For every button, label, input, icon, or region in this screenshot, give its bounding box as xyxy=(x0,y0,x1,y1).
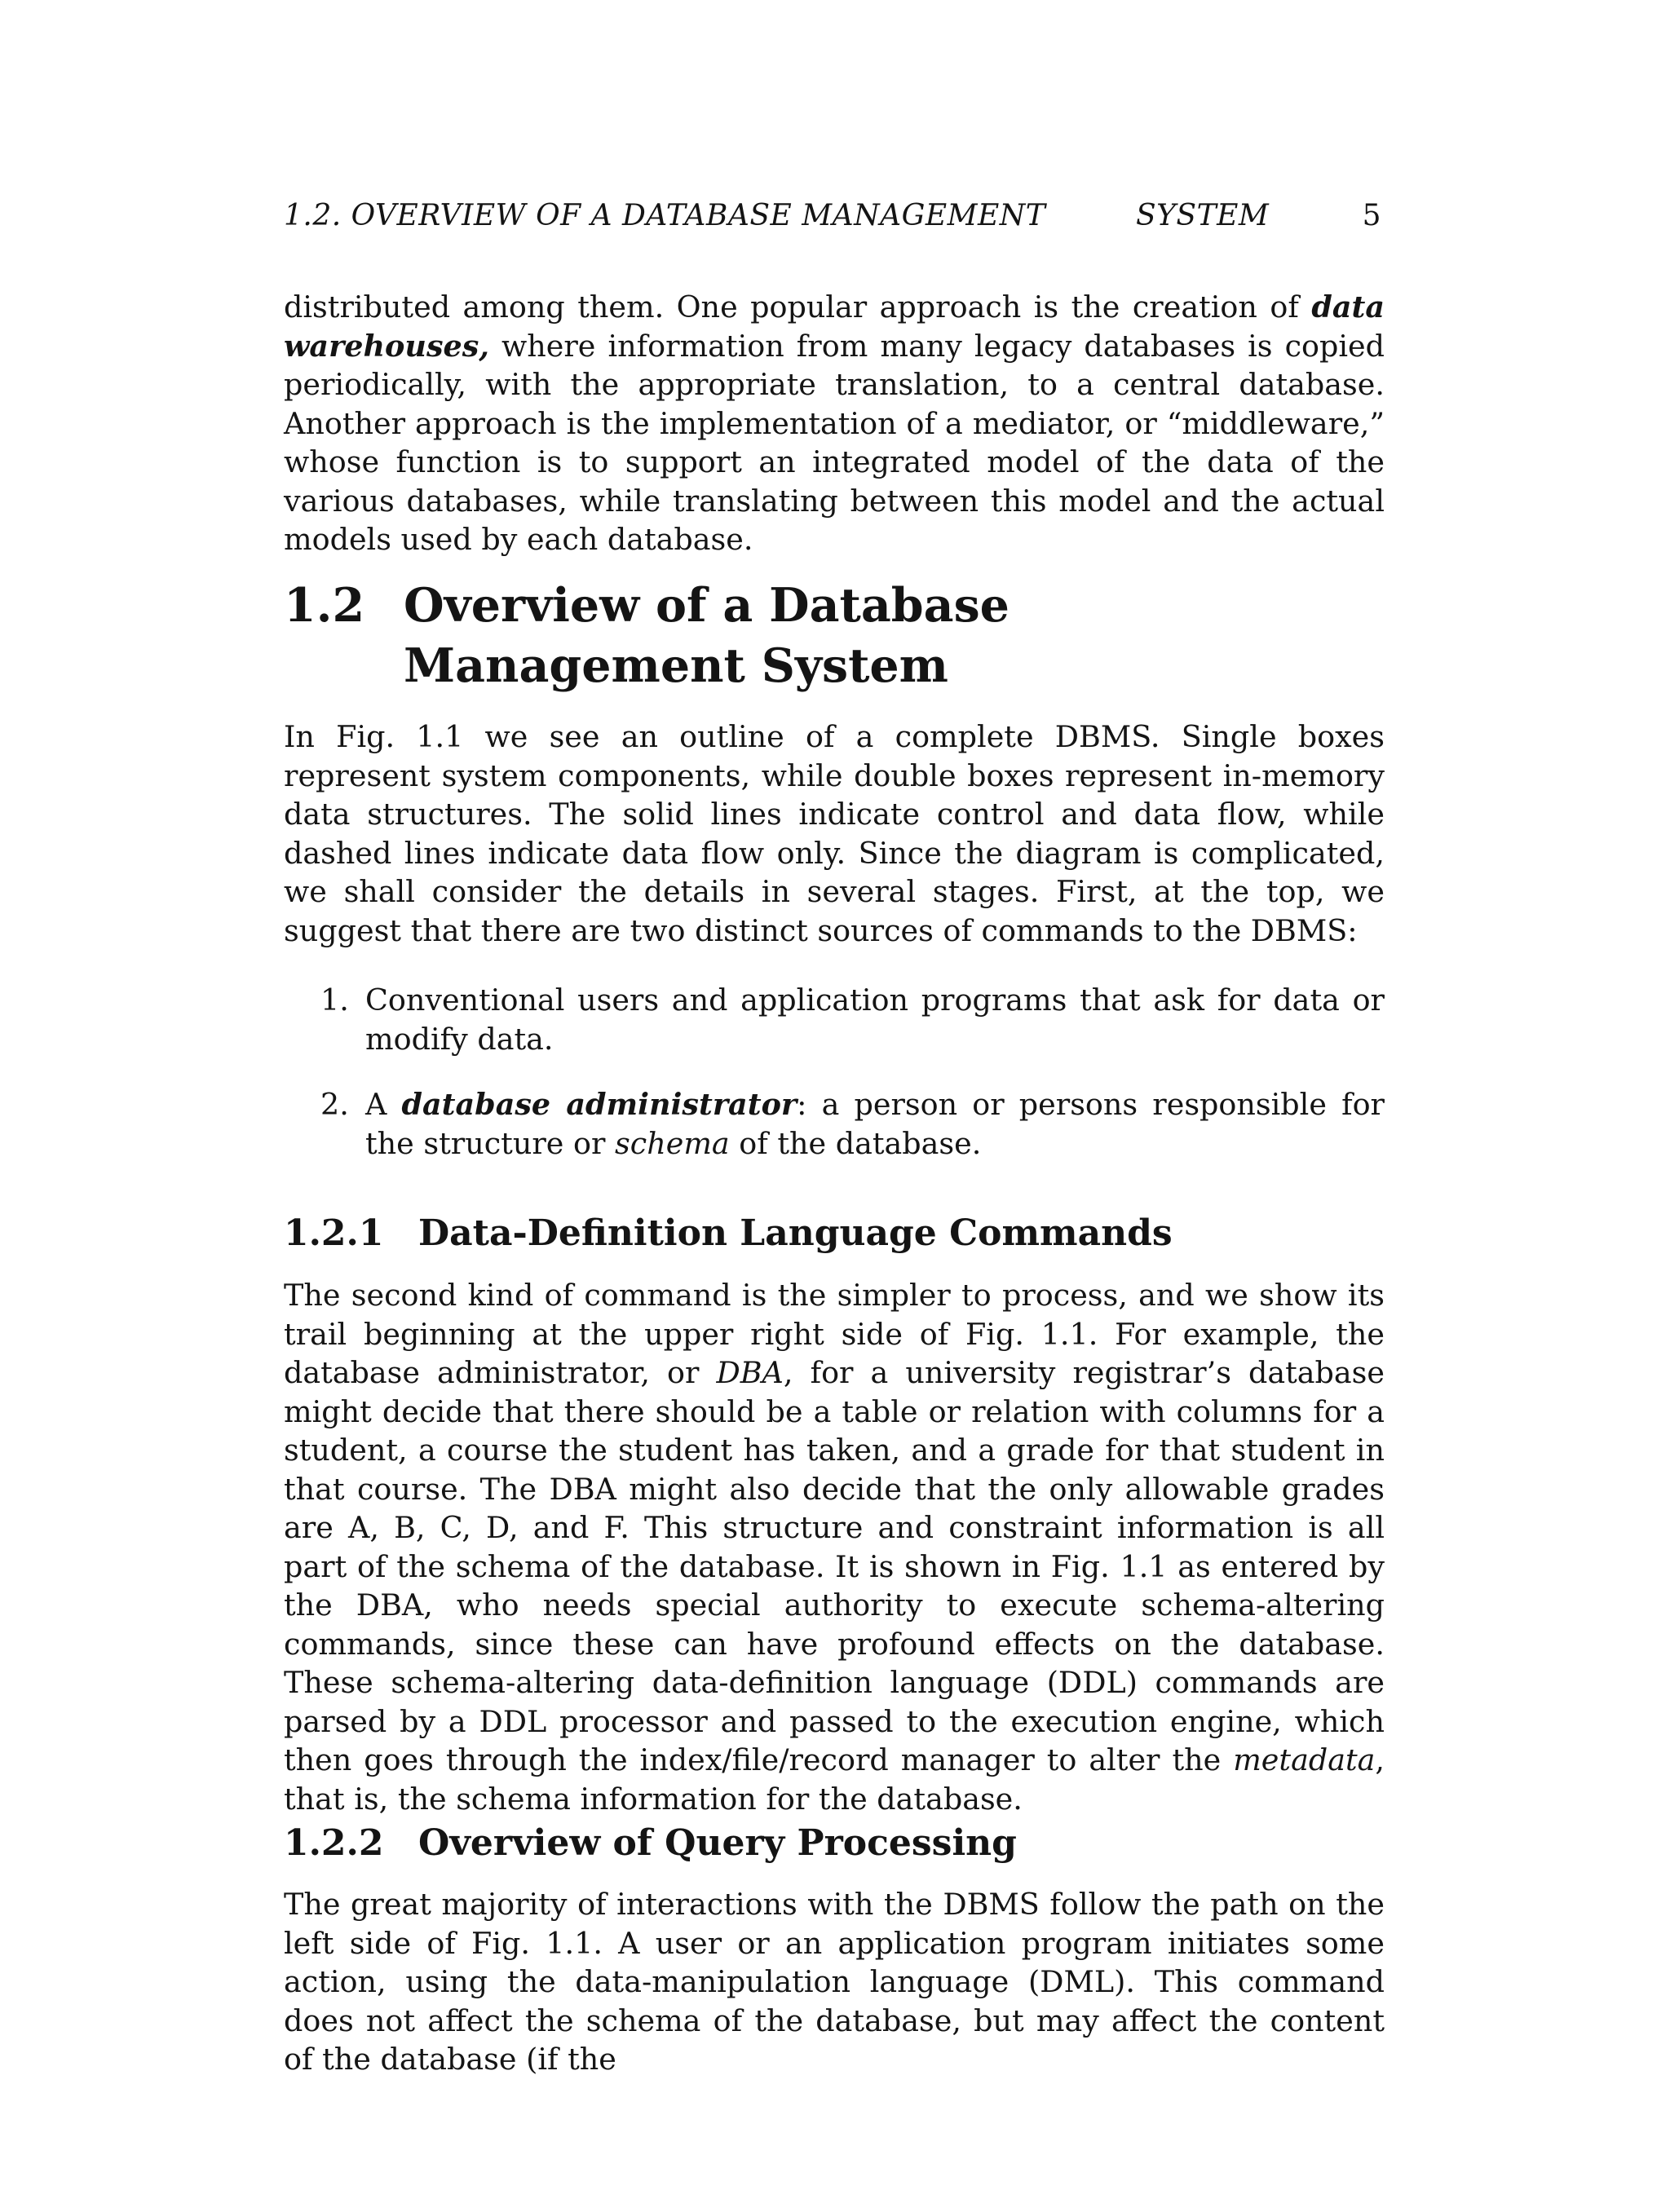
term-data-warehouses: data warehouses, xyxy=(284,289,1385,364)
running-head-system: SYSTEM xyxy=(1136,199,1270,232)
list-item xyxy=(284,1085,1385,1163)
subsection-number: 1.2.1 xyxy=(284,1212,384,1254)
intro-text-2: where information from many legacy databases is copied periodically, with the appropriate translation, to a central database. Another approach is the implementation of a mediator, or “middleware,” whose function is to support an integrated model of the data of the various databases, while translating between this model and the actual models used by each database. xyxy=(284,328,1385,557)
ddl-paragraph xyxy=(284,1276,1385,1818)
section-number: 1.2 xyxy=(284,578,365,633)
list-item-text-1: A xyxy=(365,1087,402,1122)
term-database-administrator: database administrator xyxy=(401,1087,797,1122)
ddl-text-3: , that is, the schema information for the database. xyxy=(284,1742,1385,1817)
command-sources-list xyxy=(284,981,1385,1190)
query-processing-paragraph: The great majority of interactions with the DBMS follow the path on the left side of Fig. 1.1. A user or an application program initiates some action, using the data-manipulation language (DML). This command does not affect the schema of the database, but may affect the content of the database (if the xyxy=(284,1887,1385,2077)
section-paragraph: In Fig. 1.1 we see an outline of a complete DBMS. Single boxes represent system components, while double boxes represent in-memory data structures. The solid lines indicate control and data flow, while dashed lines indicate data flow only. Since the diagram is complicated, we shall consider the details in several stages. First, at the top, we suggest that there are two distinct sources of commands to the DBMS: xyxy=(284,719,1385,948)
list-marker: 2. xyxy=(320,1087,349,1122)
ddl-text-2: , for a university registrar’s database might decide that there should be a table or relation with columns for a student, a course the student has taken, and a grade for that student in that course. The DBA might also decide that the only allowable grades are A, B, C, D, and F. This structure and constraint information is all part of the schema of the database. It is shown in Fig. 1.1 as entered by the DBA, who needs special authority to execute schema-altering commands, since these can have profound effects on the database. These schema-altering data-definition language (DDL) commands are parsed by a DDL processor and passed to the execution engine, which then goes through the index/file/record manager to alter the xyxy=(284,1355,1385,1777)
subsection-title: Data-Definition Language Commands xyxy=(418,1212,1173,1254)
list-item-text-2: : a person or persons responsible for the structure or xyxy=(365,1087,1385,1161)
list-item xyxy=(284,981,1385,1058)
subsection-title: Overview of Query Processing xyxy=(418,1822,1017,1864)
list-marker: 1. xyxy=(320,982,349,1018)
page-number: 5 xyxy=(1362,199,1381,232)
list-item-text: Conventional users and application programs that ask for data or modify data. xyxy=(365,982,1385,1057)
term-schema: schema xyxy=(615,1125,730,1161)
term-dba: DBA xyxy=(716,1355,784,1390)
running-head xyxy=(284,199,1385,240)
running-head-chapter: 1.2. OVERVIEW OF A DATABASE MANAGEMENT xyxy=(284,199,1046,232)
intro-paragraph xyxy=(284,288,1385,559)
ddl-text-1: The second kind of command is the simpler to process, and we show its trail beginning at the upper right side of Fig. 1.1. For example, the database administrator, or xyxy=(284,1278,1385,1390)
section-title: Overview of a Database Management System xyxy=(404,578,1010,693)
subsection-number: 1.2.2 xyxy=(284,1822,384,1864)
list-item-text-3: of the database. xyxy=(729,1125,982,1161)
term-metadata: metadata xyxy=(1233,1742,1376,1777)
intro-text-1: distributed among them. One popular approach is the creation of xyxy=(284,289,1312,325)
